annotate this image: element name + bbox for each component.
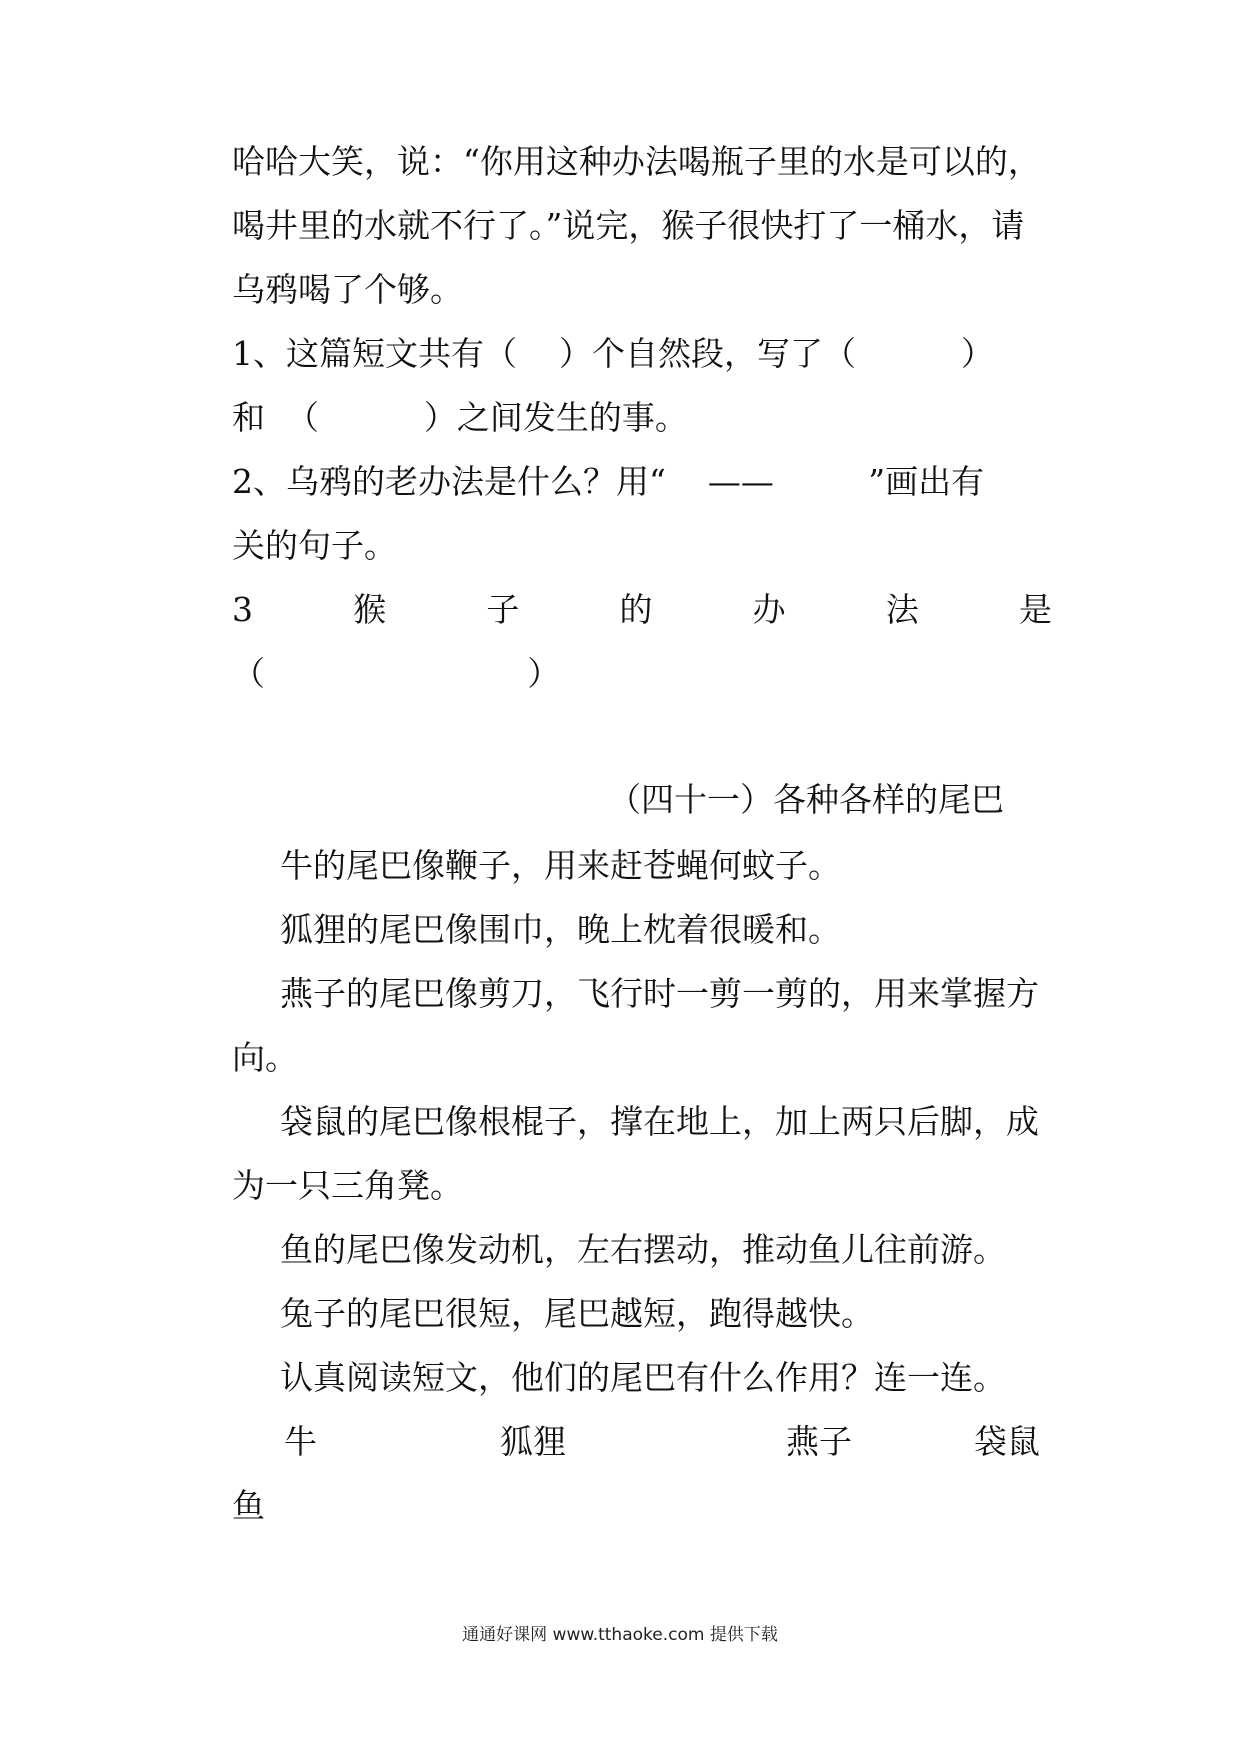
- question-1: 1、这篇短文共有（ ）个自然段，写了（ ）: [232, 334, 994, 373]
- question-2-cont: 关的句子。: [232, 526, 397, 565]
- q3-word: 是: [1018, 590, 1052, 629]
- question-3-cont: （ ）: [232, 654, 561, 693]
- paragraph-cont: 为一只三角凳。: [232, 1166, 463, 1205]
- paragraph: 袋鼠的尾巴像根棍子，撑在地上，加上两只后脚，成: [280, 1102, 1039, 1141]
- animal-label: 狐狸: [500, 1422, 566, 1461]
- question-3: [232, 590, 1052, 630]
- q3-word: 法: [885, 590, 919, 629]
- q3-word: 子: [486, 590, 520, 629]
- paragraph: 狐狸的尾巴像围巾，晚上枕着很暖和。: [280, 910, 841, 949]
- instruction: 认真阅读短文，他们的尾巴有什么作用？连一连。: [280, 1358, 1006, 1397]
- paragraph-cont: 向。: [232, 1038, 298, 1077]
- section-title: （四十一）各种各样的尾巴: [608, 780, 1004, 819]
- animal-label: 鱼: [232, 1486, 265, 1525]
- question-1-cont: 和 （ ）之间发生的事。: [232, 398, 688, 437]
- paragraph: 鱼的尾巴像发动机，左右摆动，推动鱼儿往前游。: [280, 1230, 1006, 1269]
- q3-word: 3: [232, 590, 253, 629]
- paragraph: 燕子的尾巴像剪刀，飞行时一剪一剪的，用来掌握方: [280, 974, 1039, 1013]
- paragraph: 牛的尾巴像鞭子，用来赶苍蝇何蚊子。: [280, 846, 841, 885]
- q3-word: 猴: [353, 590, 387, 629]
- text-line: 喝井里的水就不行了。”说完，猴子很快打了一桶水，请: [232, 206, 1025, 245]
- paragraph: 兔子的尾巴很短，尾巴越短，跑得越快。: [280, 1294, 874, 1333]
- animal-label: 燕子: [786, 1422, 852, 1461]
- q3-word: 的: [619, 590, 653, 629]
- q3-word: 办: [752, 590, 786, 629]
- text-line: 哈哈大笑，说：“你用这种办法喝瓶子里的水是可以的，: [232, 142, 1041, 181]
- text-line: 乌鸦喝了个够。: [232, 270, 463, 309]
- question-2: 2、乌鸦的老办法是什么？用“ —— ”画出有: [232, 462, 985, 501]
- footer-credit: 通通好课网 www.tthaoke.com 提供下载: [462, 1625, 778, 1645]
- animal-label: 袋鼠: [974, 1422, 1040, 1461]
- animal-label: 牛: [284, 1422, 317, 1461]
